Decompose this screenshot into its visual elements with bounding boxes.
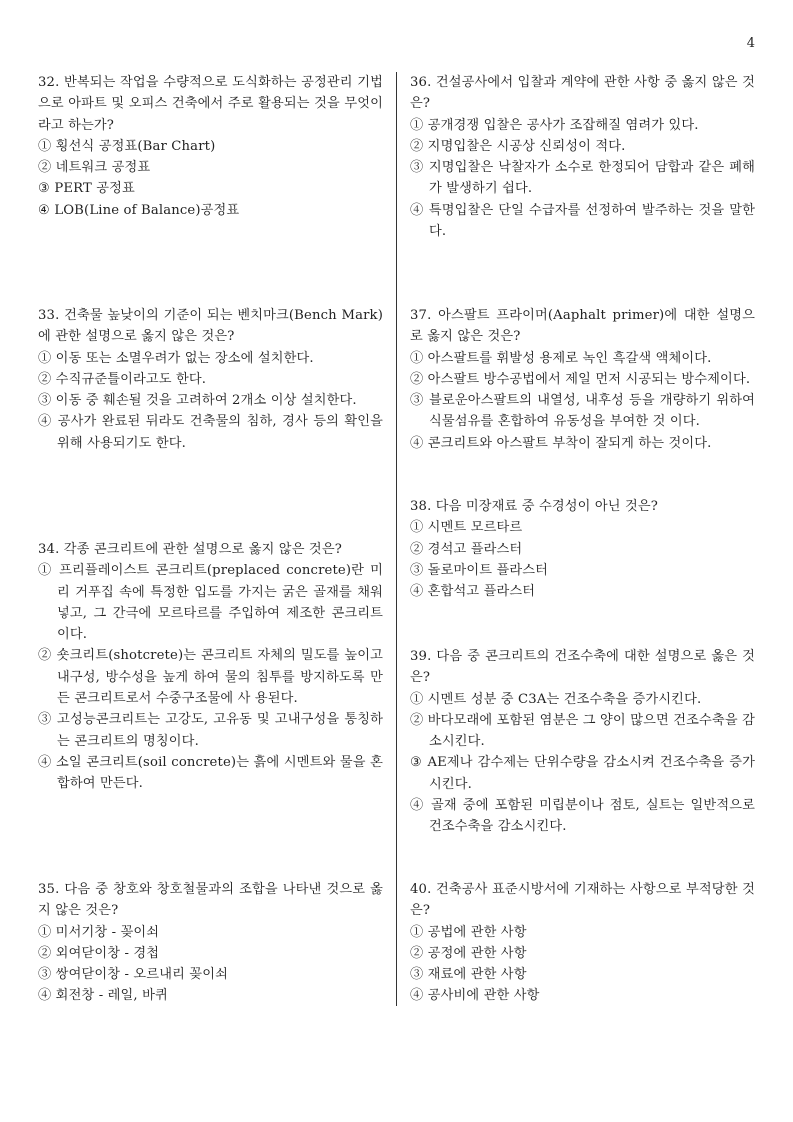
option-1: ① 시멘트 성분 중 C3A는 건조수축을 증가시킨다. [410, 691, 702, 707]
question-40 [410, 879, 755, 1007]
option-1: ① 미서기창 - 꽂이쇠 [38, 924, 160, 940]
question-stem: 34. 각종 콘크리트에 관한 설명으로 옳지 않은 것은? [38, 542, 342, 557]
question-stem: 33. 건축물 높낮이의 기준이 되는 벤치마크(Bench Mark)에 관한 설명으로 옳지 않은 것은? [38, 308, 383, 345]
option-1: ① 이동 또는 소멸우려가 없는 장소에 설치한다. [38, 350, 314, 366]
option-list [38, 136, 383, 221]
option-1: ① 횡선식 공정표(Bar Chart) [38, 138, 216, 154]
option-4: ④ 혼합석고 플라스터 [410, 584, 536, 600]
question-stem: 35. 다음 중 창호와 창호철물과의 조합을 나타낸 것으로 옳지 않은 것은? [38, 882, 383, 919]
option-3: ③ 쌍여닫이창 - 오르내리 꽂이쇠 [38, 967, 228, 983]
option-1: ① 프리플레이스트 콘크리트(preplaced concrete)란 미리 거푸집 속에 특정한 입도를 가지는 굵은 골재를 채워 넣고, 그 간극에 모르타르를 주입하여 제조한 콘크리트이다. [38, 563, 383, 643]
question-36 [410, 72, 755, 242]
question-33 [38, 305, 383, 454]
option-4: ④ 소일 콘크리트(soil concrete)는 흙에 시멘트와 물을 혼합하여 만든다. [38, 754, 383, 792]
option-3: ③ AE제나 감수제는 단위수량을 감소시켜 건조수축을 증가시킨다. [410, 755, 755, 792]
option-2: ② 경석고 플라스터 [410, 541, 523, 557]
question-stem: 37. 아스팔트 프라이머(Aaphalt primer)에 대한 설명으로 옳지 않은 것은? [410, 308, 755, 345]
option-3: ③ 이동 중 훼손될 것을 고려하여 2개소 이상 설치한다. [38, 393, 357, 409]
option-2: ② 바다모래에 포함된 염분은 그 양이 많으면 건조수축을 감소시킨다. [410, 712, 755, 750]
question-stem: 39. 다음 중 콘크리트의 건조수축에 대한 설명으로 옳은 것은? [410, 649, 755, 686]
question-stem: 40. 건축공사 표준시방서에 기재하는 사항으로 부적당한 것은? [410, 882, 755, 919]
option-4: ④ 골재 중에 포함된 미립분이나 점토, 실트는 일반적으로 건조수축을 감소시킨다. [410, 798, 755, 835]
option-3: ③ 재료에 관한 사항 [410, 967, 527, 983]
option-3: ③ 지명입찰은 낙찰자가 소수로 한정되어 담합과 같은 폐해가 발생하기 쉽다. [410, 160, 755, 197]
question-stem: 38. 다음 미장재료 중 수경성이 아닌 것은? [410, 499, 659, 514]
option-list [410, 115, 755, 243]
option-1: ① 아스팔트를 휘발성 용제로 녹인 흑갈색 액체이다. [410, 350, 712, 366]
option-list [38, 560, 383, 794]
option-2: ② 네트워크 공정표 [38, 160, 151, 176]
option-4: ④ 특명입찰은 단일 수급자를 선정하여 발주하는 것을 말한다. [410, 202, 755, 240]
question-34 [38, 539, 383, 795]
question-37 [410, 305, 755, 454]
option-3: ③ PERT 공정표 [38, 181, 135, 197]
option-list [410, 689, 755, 838]
option-2: ② 아스팔트 방수공법에서 제일 먼저 시공되는 방수제이다. [410, 371, 751, 387]
option-2: ② 숏크리트(shotcrete)는 콘크리트 자체의 밀도를 높이고 내구성, 방수성을 높게 하여 물의 침투를 방지하도록 만든 콘크리트로서 수중구조물에 사 용된다. [38, 648, 383, 707]
option-2: ② 수직규준틀이라고도 한다. [38, 371, 207, 387]
option-list [410, 922, 755, 1007]
option-2: ② 공정에 관한 사항 [410, 945, 527, 961]
question-stem: 32. 반복되는 작업을 수량적으로 도식화하는 공정관리 기법으로 아파트 및 오피스 건축에서 주로 활용되는 것을 무엇이라고 하는가? [38, 75, 383, 133]
option-4: ④ 공사가 완료된 뒤라도 건축물의 침하, 경사 등의 확인을 위해 사용되기도 한다. [38, 414, 383, 451]
option-1: ① 시멘트 모르타르 [410, 520, 523, 536]
option-list [410, 348, 755, 454]
option-3: ③ 돌로마이트 플라스터 [410, 562, 549, 578]
option-list [38, 348, 383, 454]
option-2: ② 외여닫이창 - 경첩 [38, 945, 160, 961]
option-1: ① 공법에 관한 사항 [410, 924, 527, 940]
question-38 [410, 496, 755, 602]
option-3: ③ 고성능콘크리트는 고강도, 고유동 및 고내구성을 통칭하는 콘크리트의 명칭이다. [38, 712, 383, 749]
option-2: ② 지명입찰은 시공상 신뢰성이 적다. [410, 138, 626, 154]
option-list [410, 517, 755, 602]
option-4: ④ LOB(Line of Balance)공정표 [38, 202, 240, 218]
question-35 [38, 879, 383, 1007]
option-4: ④ 공사비에 관한 사항 [410, 988, 540, 1004]
option-3: ③ 블로운아스팔트의 내열성, 내후성 등을 개량하기 위하여 식물섬유를 혼합하여 유동성을 부여한 것 이다. [410, 393, 755, 430]
question-stem: 36. 건설공사에서 입찰과 계약에 관한 사항 중 옳지 않은 것은? [410, 75, 755, 112]
question-32 [38, 72, 383, 221]
column-divider [396, 72, 397, 1006]
option-list [38, 922, 383, 1007]
page-number: 4 [746, 36, 755, 51]
option-4: ④ 콘크리트와 아스팔트 부착이 잘되게 하는 것이다. [410, 435, 712, 451]
option-4: ④ 회전창 - 레일, 바퀴 [38, 988, 168, 1004]
option-1: ① 공개경쟁 입찰은 공사가 조잡해질 염려가 있다. [410, 117, 699, 133]
question-39 [410, 646, 755, 838]
